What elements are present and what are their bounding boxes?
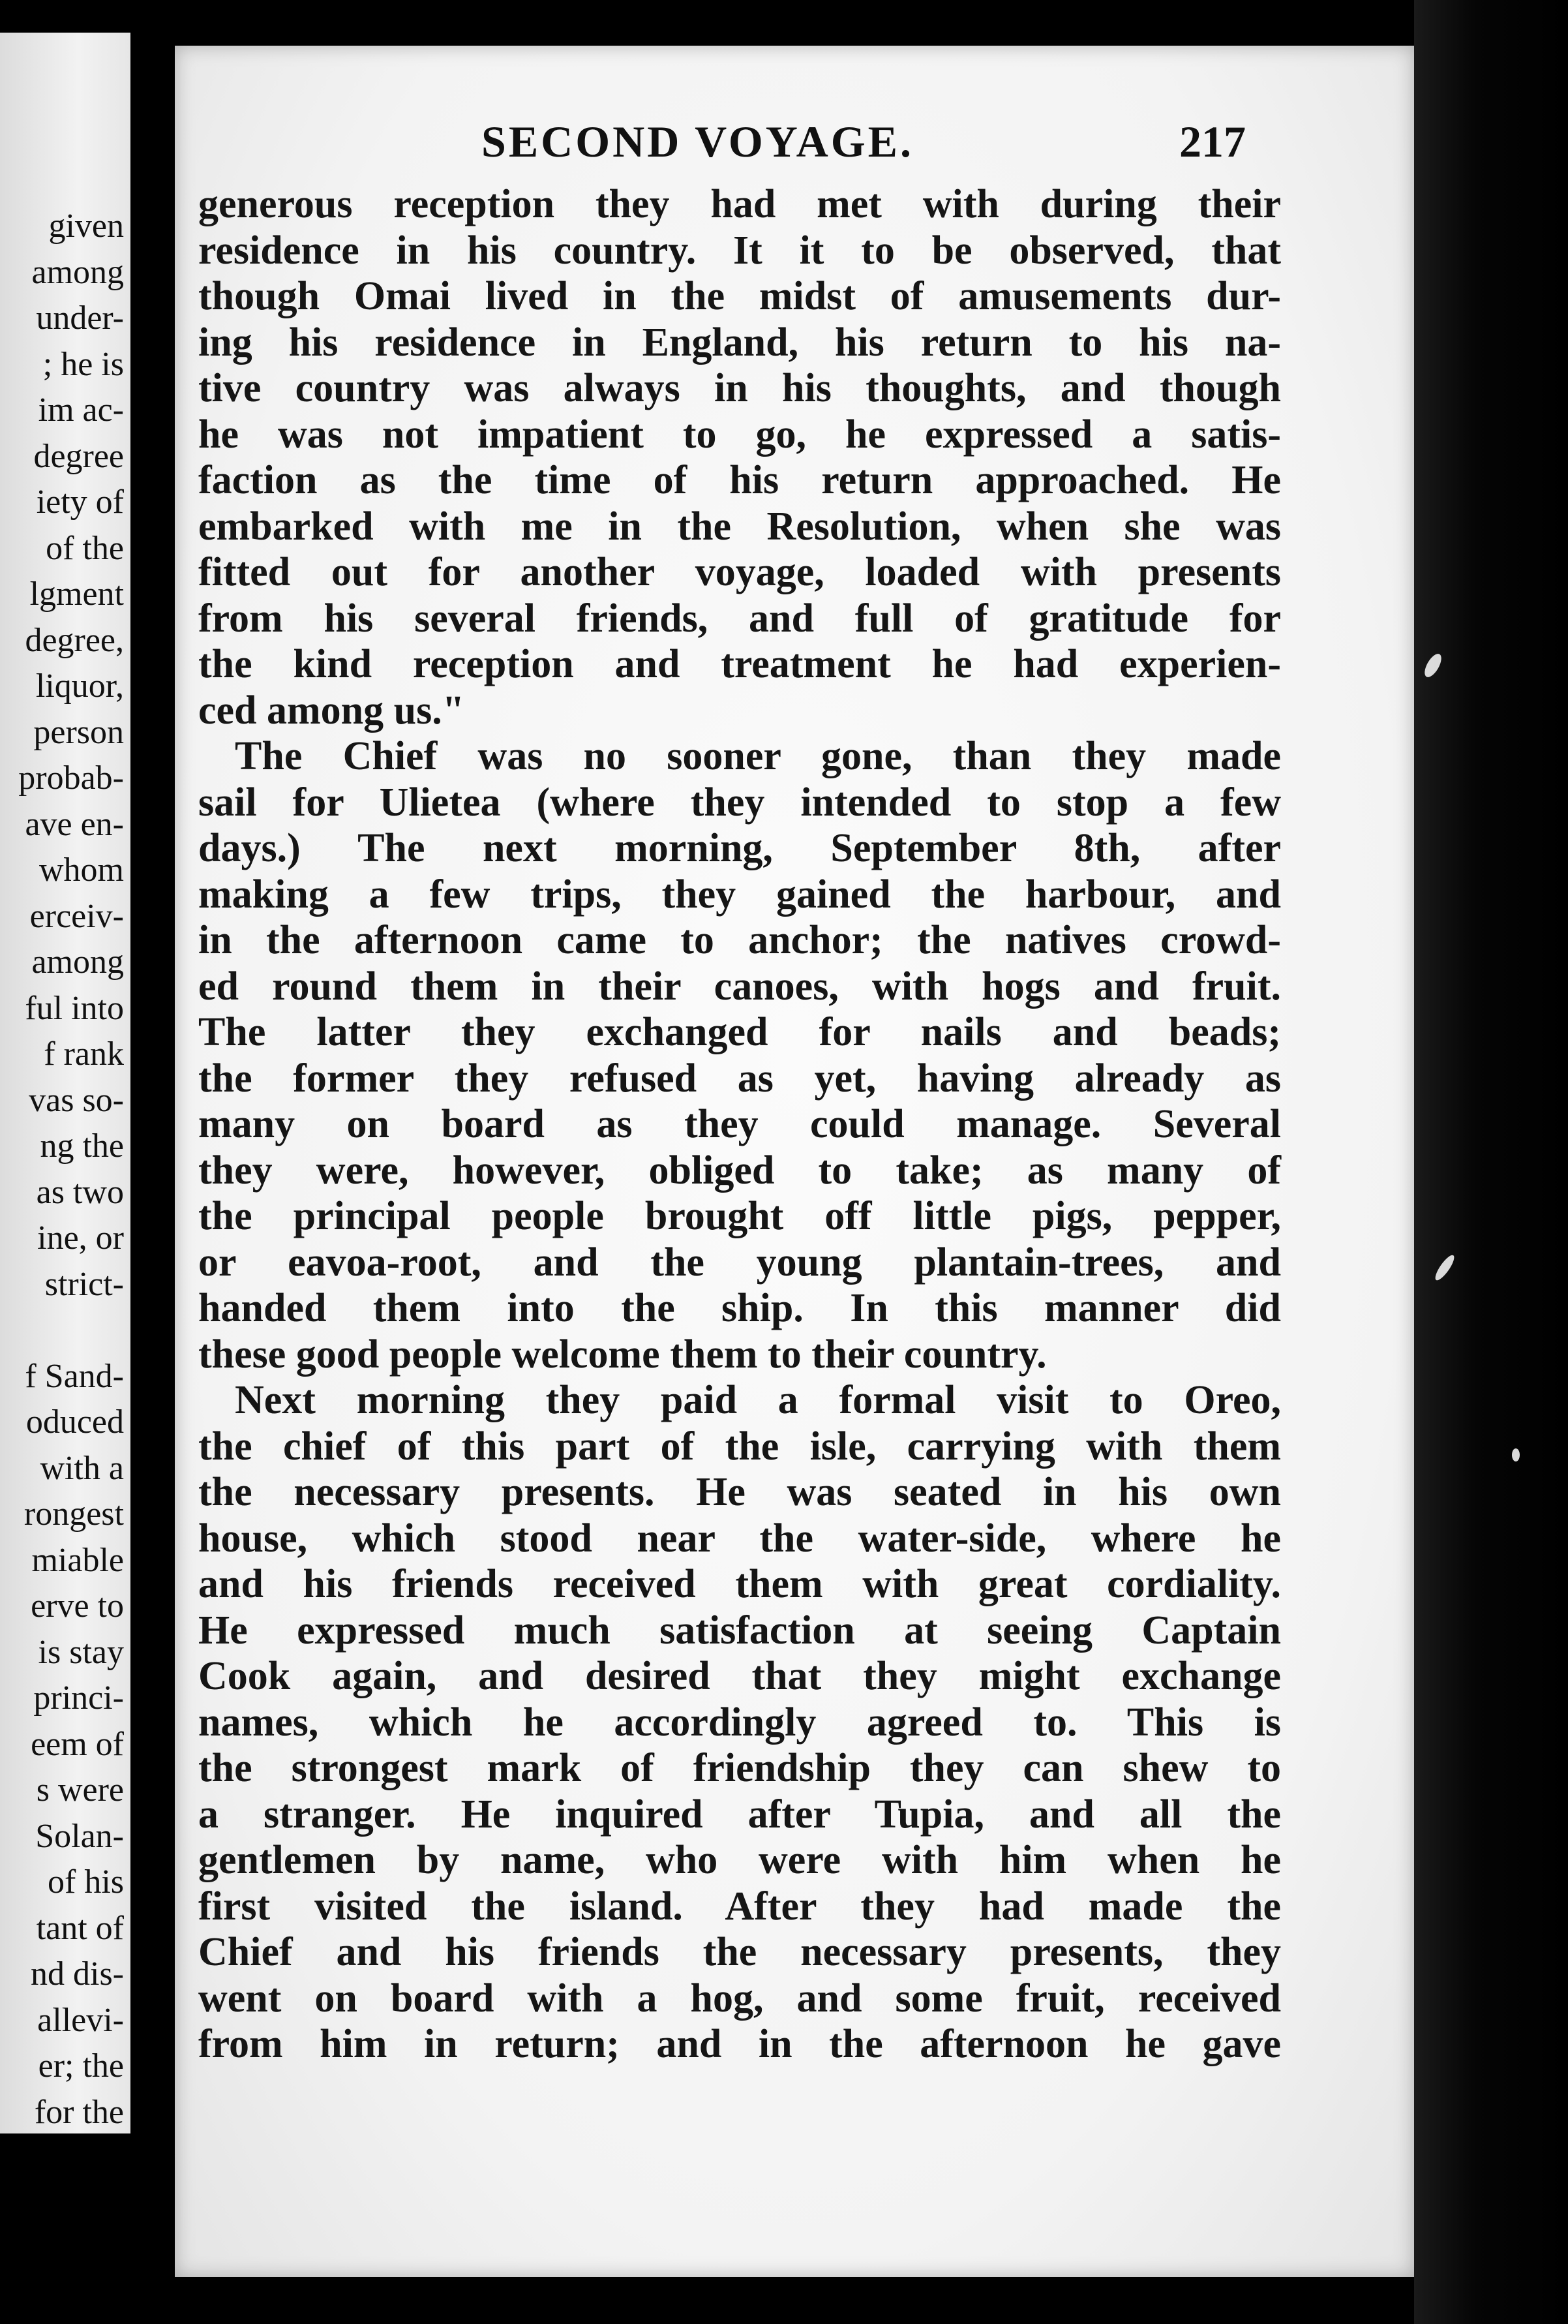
text-line: many on board as they could manage. Several xyxy=(198,1102,1281,1146)
previous-page-line: for the xyxy=(34,2093,124,2131)
previous-page-line: of the xyxy=(46,529,124,567)
previous-page-line: miable xyxy=(31,1541,124,1579)
previous-page-line: vas so- xyxy=(29,1081,124,1119)
previous-page-line: s were xyxy=(36,1771,124,1809)
text-line: they were, however, obliged to take; as many of xyxy=(198,1148,1281,1193)
page-header xyxy=(175,116,1414,168)
previous-page-line: Solan- xyxy=(35,1817,124,1855)
text-line: Next morning they paid a formal visit to Oreo, xyxy=(235,1378,1281,1422)
page-body-text xyxy=(198,181,1281,2068)
text-line: and his friends received them with great cordiality. xyxy=(198,1562,1281,1606)
previous-page-line: tant of xyxy=(36,1909,124,1947)
text-line: The latter they exchanged for nails and beads; xyxy=(198,1010,1281,1054)
previous-page-line: im ac- xyxy=(38,391,124,429)
text-line: generous reception they had met with during their xyxy=(198,182,1281,226)
text-line: the strongest mark of friendship they can shew to xyxy=(198,1746,1281,1790)
text-line: or eavoa-root, and the young plantain-trees, and xyxy=(198,1240,1281,1285)
text-line: The Chief was no sooner gone, than they made xyxy=(235,734,1281,778)
text-line: the chief of this part of the isle, carrying with them xyxy=(198,1424,1281,1469)
text-line: from him in return; and in the afternoon he gave xyxy=(198,2022,1281,2066)
previous-page-line: whom xyxy=(39,851,124,889)
text-line: days.) The next morning, September 8th, after xyxy=(198,826,1281,870)
previous-page-line: iety of xyxy=(36,483,124,521)
previous-page-line: f Sand- xyxy=(25,1357,124,1395)
previous-page-text xyxy=(0,204,124,2133)
previous-page-line: probab- xyxy=(18,759,124,797)
paragraph xyxy=(198,1377,1281,2068)
text-line: He expressed much satisfaction at seeing Captain xyxy=(198,1608,1281,1653)
paragraph xyxy=(198,181,1281,733)
text-line: gentlemen by name, who were with him when he xyxy=(198,1838,1281,1882)
text-line: tive country was always in his thoughts, and though xyxy=(198,366,1281,410)
text-line: making a few trips, they gained the harbour, and xyxy=(198,872,1281,917)
previous-page-line xyxy=(0,1307,124,1354)
text-line: though Omai lived in the midst of amusements dur- xyxy=(198,274,1281,318)
page-number: 217 xyxy=(1179,117,1246,166)
previous-page-line: eem of xyxy=(31,1725,124,1763)
previous-page-line: degree, xyxy=(25,621,124,659)
text-line: first visited the island. After they had made the xyxy=(198,1884,1281,1929)
previous-page-line: nd dis- xyxy=(31,1955,124,1993)
previous-page-line: with a xyxy=(40,1449,124,1487)
book-page xyxy=(175,46,1414,2277)
previous-page-line: person xyxy=(33,713,124,751)
previous-page-line: of his xyxy=(48,1863,124,1901)
text-line: he was not impatient to go, he expressed a satis- xyxy=(198,412,1281,457)
previous-page-line: strict- xyxy=(44,1265,124,1303)
text-line: the principal people brought off little pigs, pepper, xyxy=(198,1194,1281,1238)
text-line: names, which he accordingly agreed to. This is xyxy=(198,1700,1281,1745)
text-line: Chief and his friends the necessary presents, they xyxy=(198,1930,1281,1974)
previous-page-line: ave en- xyxy=(25,805,124,843)
text-line: handed them into the ship. In this manner did xyxy=(198,1286,1281,1330)
previous-page-line: ful into xyxy=(25,989,124,1027)
previous-page-line: er; the xyxy=(38,2047,124,2085)
text-line: the kind reception and treatment he had experien- xyxy=(198,642,1281,686)
previous-page-line: erceiv- xyxy=(29,897,124,935)
text-line: Cook again, and desired that they might exchange xyxy=(198,1654,1281,1698)
text-line: sail for Ulietea (where they intended to stop a few xyxy=(198,780,1281,825)
previous-page-line: rongest xyxy=(23,1495,124,1533)
text-line: these good people welcome them to their country. xyxy=(198,1332,1047,1377)
previous-page-line: f rank xyxy=(44,1035,124,1073)
text-line: faction as the time of his return approached. He xyxy=(198,458,1281,502)
text-line: from his several friends, and full of gratitude for xyxy=(198,596,1281,641)
text-line: embarked with me in the Resolution, when she was xyxy=(198,504,1281,549)
previous-page-line: ; he is xyxy=(42,345,124,383)
scan-edge-shadow xyxy=(1414,0,1568,2324)
text-line: a stranger. He inquired after Tupia, and all the xyxy=(198,1792,1281,1837)
previous-page-line: ng the xyxy=(40,1127,124,1165)
previous-page-line: as two xyxy=(36,1173,124,1211)
previous-page-fragment xyxy=(0,33,130,2133)
previous-page-line: allevi- xyxy=(37,2001,124,2039)
previous-page-line: is stay xyxy=(38,1633,124,1671)
text-line: in the afternoon came to anchor; the natives crowd- xyxy=(198,918,1281,962)
text-line: ing his residence in England, his return to his na- xyxy=(198,320,1281,365)
running-head: SECOND VOYAGE. xyxy=(481,117,914,166)
text-line: ed round them in their canoes, with hogs and fruit. xyxy=(198,964,1281,1009)
previous-page-line: degree xyxy=(33,437,124,475)
text-line: the former they refused as yet, having already as xyxy=(198,1056,1281,1101)
text-line: the necessary presents. He was seated in his own xyxy=(198,1470,1281,1514)
text-line: went on board with a hog, and some fruit, received xyxy=(198,1976,1281,2021)
text-line: fitted out for another voyage, loaded with presents xyxy=(198,550,1281,594)
previous-page-line: princi- xyxy=(33,1679,124,1717)
text-line: ced among us." xyxy=(198,688,465,733)
paragraph xyxy=(198,733,1281,1377)
previous-page-line: under- xyxy=(36,299,124,337)
text-line: residence in his country. It it to be observed, that xyxy=(198,228,1281,273)
text-line: house, which stood near the water-side, where he xyxy=(198,1516,1281,1561)
previous-page-line: among xyxy=(31,253,124,291)
previous-page-line: ine, or xyxy=(37,1219,124,1257)
previous-page-line: given xyxy=(48,207,124,245)
previous-page-line: erve to xyxy=(31,1587,124,1625)
previous-page-line: among xyxy=(31,943,124,981)
previous-page-line: liquor, xyxy=(35,667,124,705)
previous-page-line: oduced xyxy=(25,1403,124,1441)
previous-page-line: lgment xyxy=(29,575,124,613)
book-gutter xyxy=(130,0,176,2324)
